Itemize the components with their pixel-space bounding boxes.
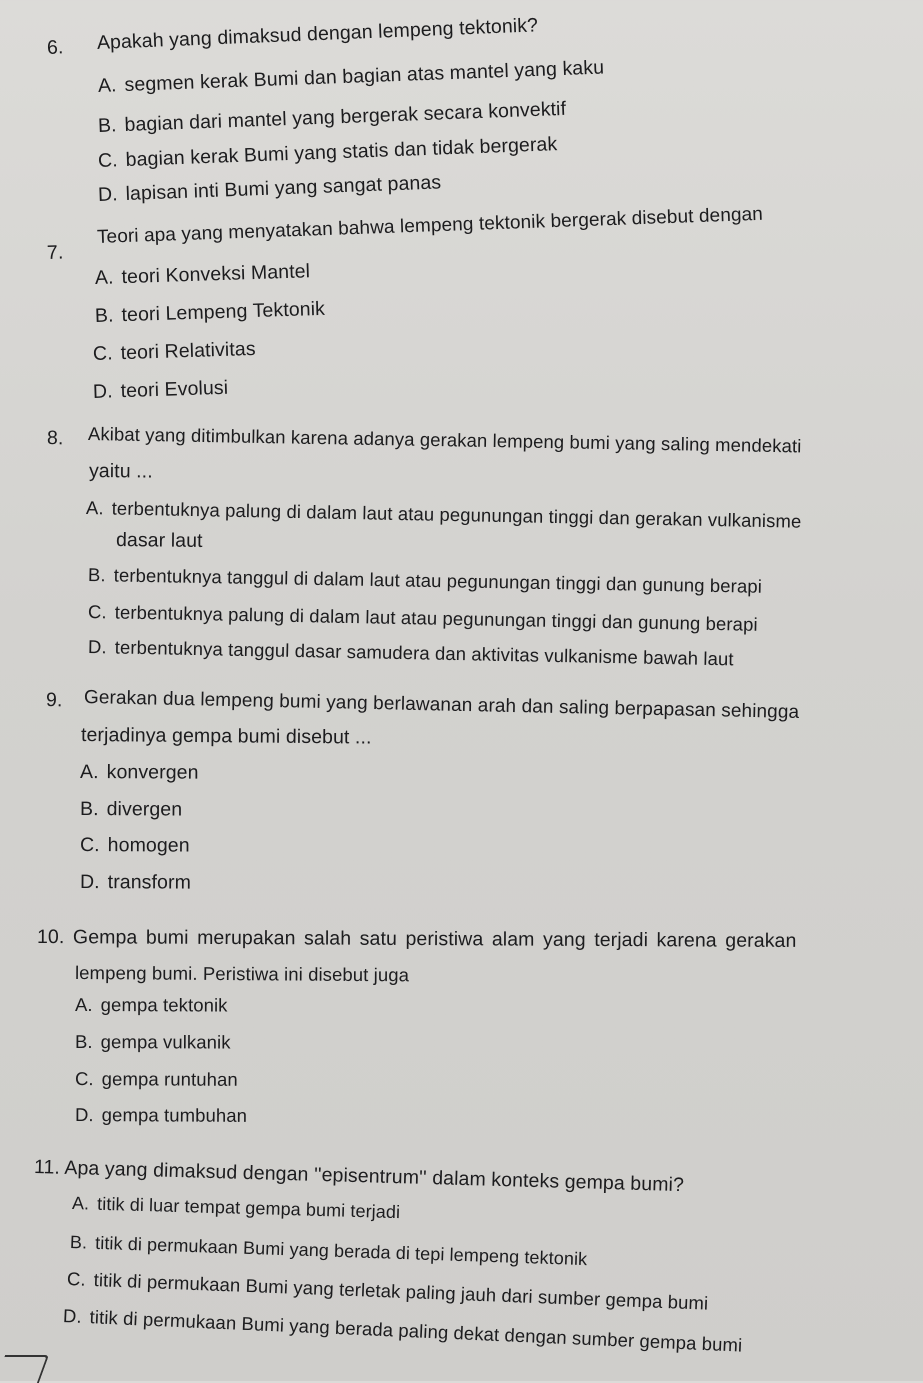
question-9-text-line-2: terjadinya gempa bumi disebut ... <box>80 724 372 749</box>
question-11-option-d: D. titik di permukaan Bumi yang berada paling dekat dengan sumber gempa bumi <box>62 1305 743 1356</box>
question-10-text-line-1: 10. Gempa bumi merupakan salah satu peristiwa alam yang terjadi karena gerakan <box>36 926 797 952</box>
question-7-option-d: D. teori Evolusi <box>92 376 229 403</box>
question-10-text-line-2: lempeng bumi. Peristiwa ini disebut juga <box>74 962 410 986</box>
page-corner-mark <box>0 1355 49 1383</box>
question-9-option-d: D. transform <box>79 871 192 894</box>
question-6-option-a: A. segmen kerak Bumi dan bagian atas mantel yang kaku <box>97 56 605 97</box>
question-7-number: 7. <box>46 241 64 264</box>
question-9-option-a: A. konvergen <box>79 761 199 784</box>
question-7-option-b: B. teori Lempeng Tektonik <box>94 297 326 327</box>
question-10-option-b: B. gempa vulkanik <box>74 1031 231 1053</box>
question-9-option-c: C. homogen <box>79 834 190 857</box>
question-8-option-c: C. terbentuknya palung di dalam laut atau pegunungan tinggi dan gunung berapi <box>87 601 758 635</box>
question-10-option-c: C. gempa runtuhan <box>74 1068 238 1090</box>
question-11-option-b: B. titik di permukaan Bumi yang berada di tepi lempeng tektonik <box>69 1232 588 1270</box>
question-11-number: 11. <box>33 1156 61 1179</box>
question-10-option-a: A. gempa tektonik <box>74 994 228 1016</box>
question-9-number: 9. <box>45 689 63 712</box>
question-11-text: 11. Apa yang dimaksud dengan ''episentrum'' dalam konteks gempa bumi? <box>33 1156 685 1197</box>
question-10-option-d: D. gempa tumbuhan <box>74 1104 248 1126</box>
question-6-option-b: B. bagian dari mantel yang bergerak secara konvektif <box>97 97 567 137</box>
question-6-text: Apakah yang dimaksud dengan lempeng tektonik? <box>96 14 539 54</box>
question-8-option-a: A. terbentuknya palung di dalam laut atau pegunungan tinggi dan gerakan vulkanisme <box>85 497 802 532</box>
question-10-number: 10. <box>36 926 65 949</box>
question-8-option-b: B. terbentuknya tanggul di dalam laut atau pegunungan tinggi dan gunung berapi <box>87 564 763 597</box>
question-8-option-a-continued: dasar laut <box>115 529 203 552</box>
question-9-option-b: B. divergen <box>79 798 183 821</box>
question-11-option-c: C. titik di permukaan Bumi yang terletak paling jauh dari sumber gempa bumi <box>66 1268 709 1314</box>
question-7-text: Teori apa yang menyatakan bahwa lempeng tektonik bergerak disebut dengan <box>96 203 764 248</box>
question-8-text-line-2: yaitu ... <box>88 460 153 483</box>
question-6-option-d: D. lapisan inti Bumi yang sangat panas <box>97 171 442 206</box>
question-8-option-d: D. terbentuknya tanggul dasar samudera dan aktivitas vulkanisme bawah laut <box>87 636 734 670</box>
question-6-number: 6. <box>46 36 64 59</box>
question-7-option-c: C. teori Relativitas <box>92 337 256 365</box>
question-8-number: 8. <box>46 427 64 450</box>
question-7-option-a: A. teori Konveksi Mantel <box>94 260 311 289</box>
question-8-text-line-1: Akibat yang ditimbulkan karena adanya gerakan lempeng bumi yang saling mendekati <box>87 423 802 457</box>
question-9-text-line-1: Gerakan dua lempeng bumi yang berlawanan arah dan saling berpapasan sehingga <box>83 687 800 723</box>
question-6-option-c: C. bagian kerak Bumi yang statis dan tidak bergerak <box>97 133 558 172</box>
question-11-option-a: A. titik di luar tempat gempa bumi terjadi <box>71 1193 401 1223</box>
